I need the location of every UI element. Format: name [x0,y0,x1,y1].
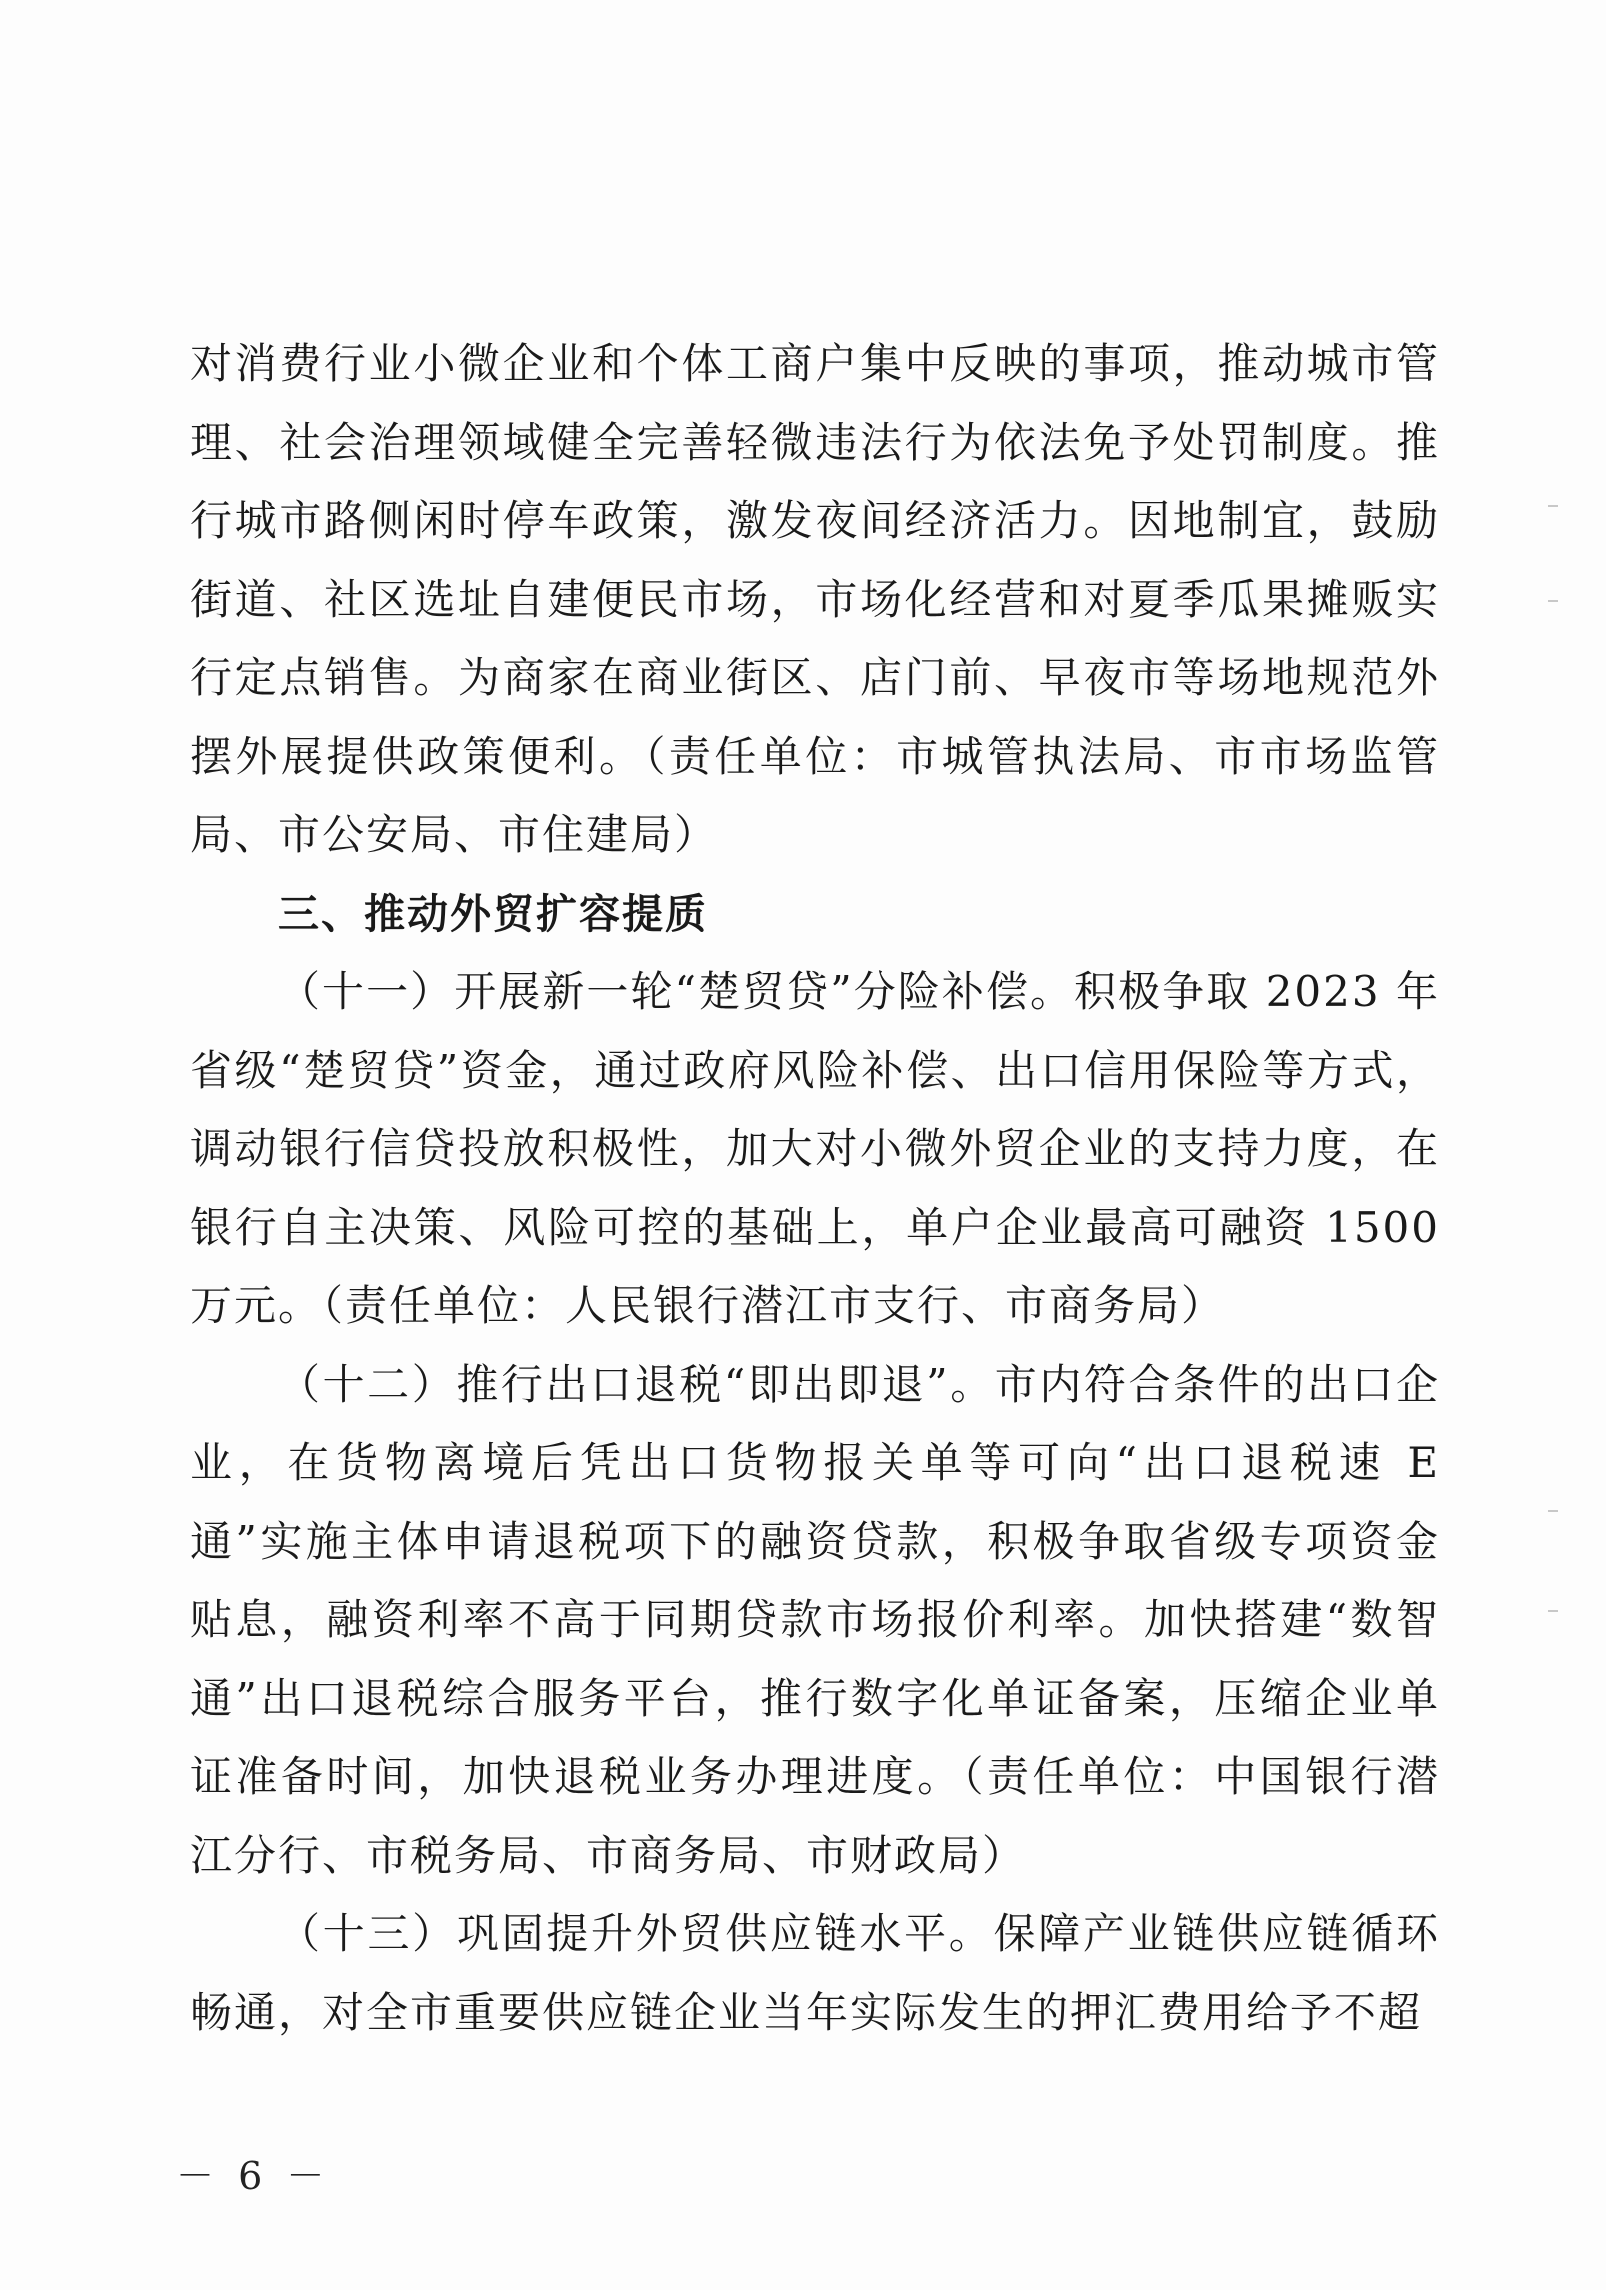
scan-artifact-mark [1548,600,1558,602]
document-body [190,325,1440,2052]
paragraph-item-13: （十三）巩固提升外贸供应链水平。保障产业链供应链循环畅通，对全市重要供应链企业当年实际发生的押汇费用给予不超 [190,1909,1440,2037]
paragraph-item-11: （十一）开展新一轮“楚贸贷”分险补偿。积极争取 2023 年省级“楚贸贷”资金，通过政府风险补偿、出口信用保险等方式，调动银行信贷投放积极性，加大对小微外贸企业的支持力度，在银行自主决策、风险可控的基础上，单户企业最高可融资 1500 万元。（责任单位：人民银行潜江市支行、市商务局） [190,967,1440,1330]
scan-artifact-mark [1548,1610,1558,1612]
section-heading: 三、推动外贸扩容提质 [278,889,708,938]
page-number: － 6 － [176,2154,331,2198]
paragraph-item-12: （十二）推行出口退税“即出即退”。市内符合条件的出口企业，在货物离境后凭出口货物报关单等可向“出口退税速 E 通”实施主体申请退税项下的融资贷款，积极争取省级专项资金贴息，融资利率不高于同期贷款市场报价利率。加快搭建“数智通”出口退税综合服务平台，推行数字化单证备案，压缩企业单证准备时间，加快退税业务办理进度。（责任单位：中国银行潜江分行、市税务局、市商务局、市财政局） [190,1359,1440,1880]
scan-artifact-mark [1548,1510,1558,1512]
scan-artifact-mark [1548,505,1558,507]
paragraph-continuation: 对消费行业小微企业和个体工商户集中反映的事项，推动城市管理、社会治理领域健全完善轻微违法行为依法免予处罚制度。推行城市路侧闲时停车政策，激发夜间经济活力。因地制宜，鼓励街道、社区选址自建便民市场，市场化经营和对夏季瓜果摊贩实行定点销售。为商家在商业街区、店门前、早夜市等场地规范外摆外展提供政策便利。（责任单位：市城管执法局、市市场监管局、市公安局、市住建局） [190,339,1440,859]
